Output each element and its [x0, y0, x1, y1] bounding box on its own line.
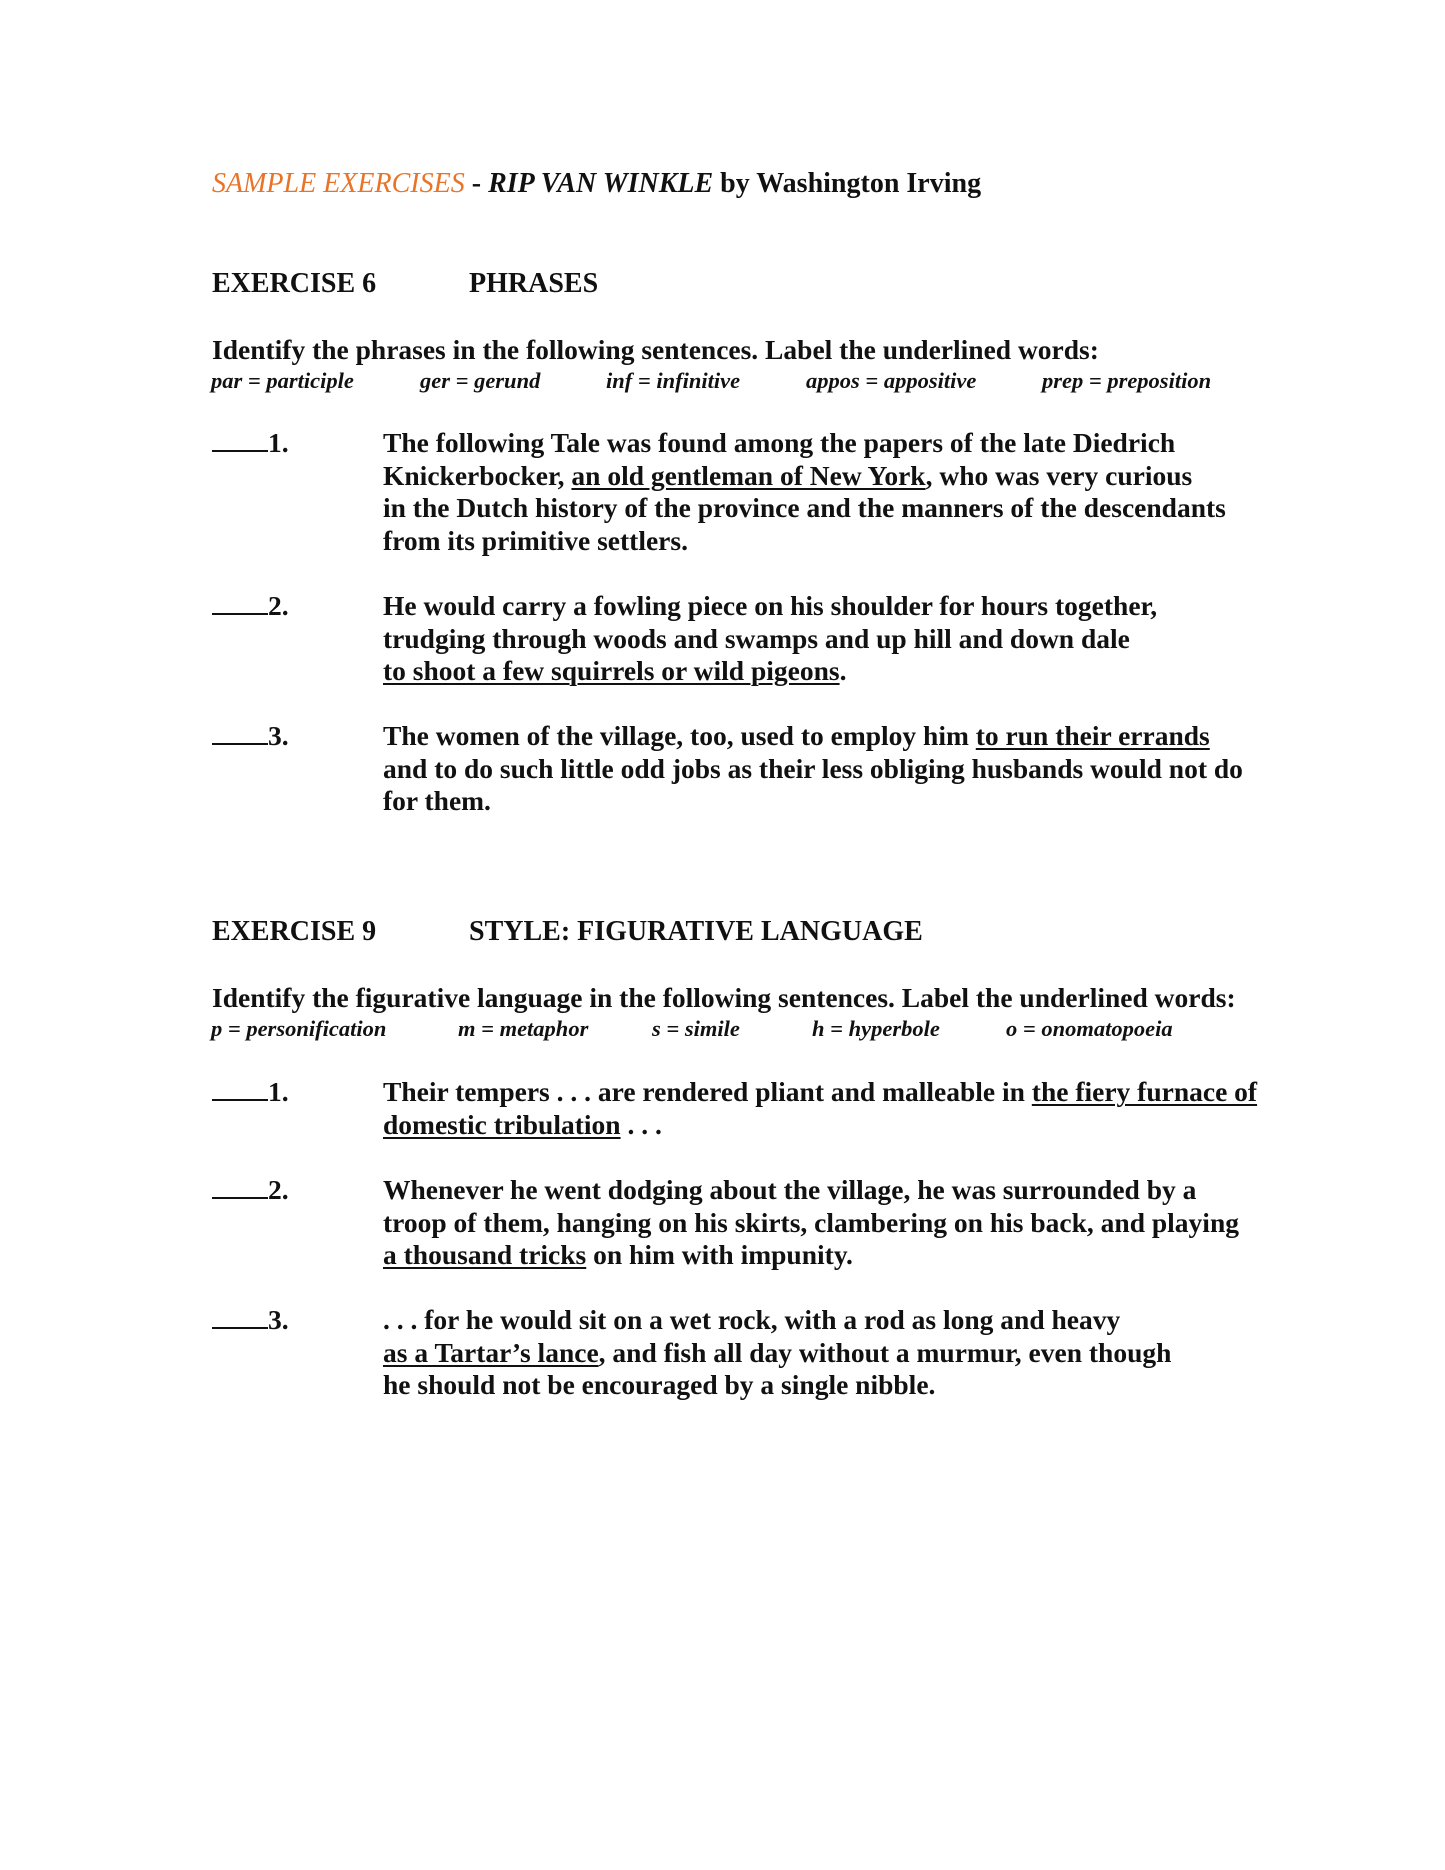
- exercise-9-key-metaphor: m = metaphor: [458, 1016, 589, 1041]
- item-number: 3.: [212, 1304, 289, 1336]
- exercise-6-heading: [212, 268, 599, 300]
- item-sentence: Their tempers . . . are rendered pliant and malleable in the fiery furnace of domestic tribulation . . .: [383, 1076, 1258, 1140]
- exercise-6-topic: PHRASES: [469, 268, 599, 299]
- exercise-9-heading: [212, 916, 923, 948]
- underlined-phrase: a thousand tricks: [383, 1239, 587, 1270]
- underlined-phrase: the fiery furnace of: [1031, 1076, 1258, 1107]
- answer-blank[interactable]: [212, 1077, 268, 1101]
- exercise-6-key-participle: par = participle: [211, 368, 354, 393]
- answer-blank[interactable]: [212, 591, 268, 615]
- title-separator: -: [464, 168, 489, 199]
- exercise-6-key-preposition: prep = preposition: [1042, 368, 1212, 393]
- answer-blank[interactable]: [212, 428, 268, 452]
- exercise-9-key-onomatopoeia: o = onomatopoeia: [1006, 1016, 1173, 1041]
- item-number: 2.: [212, 590, 289, 622]
- underlined-phrase: as a Tartar’s lance: [383, 1336, 599, 1368]
- exercise-9-instruction: Identify the figurative language in the following sentences. Label the underlined words:: [212, 982, 1236, 1013]
- underlined-phrase: to run their errands: [975, 720, 1210, 751]
- item-number: 1.: [212, 427, 289, 459]
- title-work: RIP VAN WINKLE: [488, 168, 714, 199]
- item-sentence: The following Tale was found among the papers of the late Diedrich Knickerbocker, an old gentleman of New York, who was very curious in the Dutch history of the province and the manners of the descendants from its primitive settlers.: [383, 427, 1226, 556]
- item-number: 1.: [212, 1076, 289, 1108]
- title-sample-exercises: SAMPLE EXERCISES: [212, 168, 465, 199]
- item-number: 2.: [212, 1174, 289, 1206]
- item-sentence: Whenever he went dodging about the village, he was surrounded by a troop of them, hanging on his skirts, clambering on his back, and playing a thousand tricks on him with impunity.: [383, 1174, 1239, 1270]
- item-number: 3.: [212, 720, 289, 752]
- answer-blank[interactable]: [212, 1305, 268, 1329]
- underlined-phrase: to shoot a few squirrels or wild pigeons: [383, 655, 840, 686]
- exercise-9-key-hyperbole: h = hyperbole: [812, 1016, 940, 1041]
- page-title: [212, 168, 981, 200]
- underlined-phrase: domestic tribulation: [383, 1108, 621, 1140]
- exercise-6-instruction: Identify the phrases in the following sentences. Label the underlined words:: [212, 334, 1099, 365]
- exercise-9-label: EXERCISE 9: [212, 916, 377, 947]
- item-sentence: . . . for he would sit on a wet rock, with a rod as long and heavy as a Tartar’s lance, and fish all day without a murmur, even though he should not be encouraged by a single nibble.: [383, 1304, 1172, 1400]
- answer-blank[interactable]: [212, 1175, 268, 1199]
- title-author: by Washington Irving: [713, 168, 982, 199]
- exercise-9-topic: STYLE: FIGURATIVE LANGUAGE: [469, 916, 923, 947]
- answer-blank[interactable]: [212, 721, 268, 745]
- exercise-6-label: EXERCISE 6: [212, 268, 377, 299]
- item-sentence: He would carry a fowling piece on his shoulder for hours together, trudging through woods and swamps and up hill and down dale to shoot a few squirrels or wild pigeons.: [383, 590, 1158, 686]
- exercise-6-key-infinitive: inf = infinitive: [606, 368, 741, 393]
- underlined-phrase: an old gentleman of New York: [571, 459, 926, 491]
- exercise-9-key-personification: p = personification: [211, 1016, 387, 1041]
- exercise-6-key-appositive: appos = appositive: [806, 368, 977, 393]
- exercise-6-key-gerund: ger = gerund: [420, 368, 541, 393]
- exercise-9-key-simile: s = simile: [652, 1016, 740, 1041]
- item-sentence: The women of the village, too, used to employ him to run their errands and to do such little odd jobs as their less obliging husbands would not do for them.: [383, 720, 1243, 816]
